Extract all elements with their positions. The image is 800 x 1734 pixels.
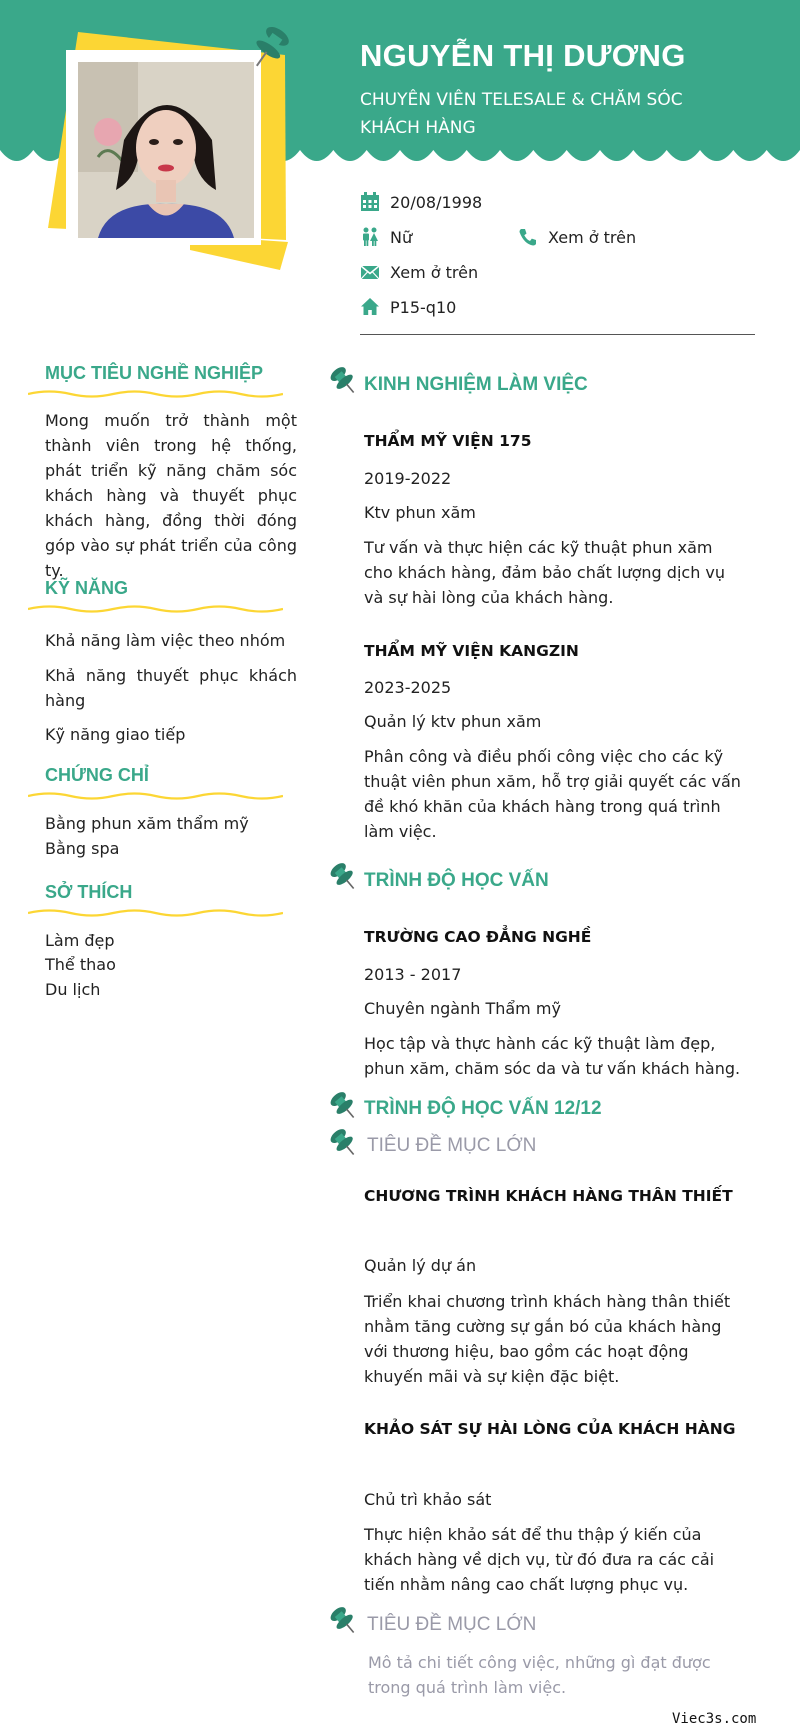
hobbies-title: SỞ THÍCH <box>45 882 133 902</box>
contact-gender <box>360 227 412 247</box>
email-icon <box>360 262 380 282</box>
education-1212-title: TRÌNH ĐỘ HỌC VẤN 12/12 <box>364 1098 602 1119</box>
job-role: Quản lý ktv phun xăm <box>364 712 542 731</box>
project-role: Chủ trì khảo sát <box>364 1490 492 1509</box>
job-title: CHUYÊN VIÊN TELESALE & CHĂM SÓC KHÁCH HÀNG <box>360 90 683 138</box>
pushpin-icon <box>328 365 360 397</box>
objective-text: Mong muốn trở thành một thành viên trong hệ thống, phát triển kỹ năng chăm sóc khách hàng và thuyết phục khách hàng, đồng thời đóng góp vào sự phát triển của công ty. <box>45 411 297 580</box>
birthday-value: 20/08/1998 <box>390 192 483 212</box>
watermark: Viec3s.com <box>672 1711 757 1727</box>
hobby-item: Thể thao <box>45 955 116 974</box>
job-period: 2023-2025 <box>364 678 452 697</box>
email-value: Xem ở trên <box>390 262 479 282</box>
gender-value: Nữ <box>390 227 413 247</box>
education-title: TRÌNH ĐỘ HỌC VẤN <box>364 870 549 891</box>
certificate-item: Bằng spa <box>45 839 120 858</box>
job-description: Phân công và điều phối công việc cho các kỹ thuật viên phun xăm, hỗ trợ giải quyết các vấn đề khó khăn của khách hàng trong quá trình làm việc. <box>364 747 741 841</box>
phone-value: Xem ở trên <box>548 227 637 247</box>
job-role: Ktv phun xăm <box>364 503 476 522</box>
skills-title: KỸ NĂNG <box>45 578 129 598</box>
objective-underline <box>28 388 283 400</box>
home-icon <box>360 297 380 317</box>
skills-underline <box>28 603 283 615</box>
objective-title: MỤC TIÊU NGHỀ NGHIỆP <box>45 363 264 383</box>
skill-item: Khả năng thuyết phục khách hàng <box>45 666 297 710</box>
experience-title: KINH NGHIỆM LÀM VIỆC <box>364 374 588 395</box>
hobbies-underline <box>28 907 283 919</box>
hobby-item: Du lịch <box>45 980 101 999</box>
major-section-title: TIÊU ĐỀ MỤC LỚN <box>367 1135 537 1156</box>
project-description: Triển khai chương trình khách hàng thân thiết nhằm tăng cường sự gắn bó của khách hàng với thương hiệu, bao gồm các hoạt động khuyến mãi và sự kiện đặc biệt. <box>364 1292 731 1386</box>
major-section-title: TIÊU ĐỀ MỤC LỚN <box>367 1614 537 1635</box>
contact-email <box>360 262 478 282</box>
hobby-item: Làm đẹp <box>45 931 115 950</box>
pushpin-icon <box>328 1090 360 1122</box>
contact-address <box>360 297 456 317</box>
pushpin-icon <box>245 22 295 72</box>
phone-icon <box>518 227 538 247</box>
project-role: Quản lý dự án <box>364 1256 477 1275</box>
education-major: Chuyên ngành Thẩm mỹ <box>364 999 561 1018</box>
project-description: Thực hiện khảo sát để thu thập ý kiến của khách hàng về dịch vụ, từ đó đưa ra các cải tiến nhằm nâng cao chất lượng phục vụ. <box>364 1525 715 1594</box>
certificates-underline <box>28 790 283 802</box>
pushpin-icon <box>328 1605 360 1637</box>
school-name: TRƯỜNG CAO ĐẲNG NGHỀ <box>364 928 592 946</box>
skill-item: Kỹ năng giao tiếp <box>45 725 186 744</box>
gender-icon <box>360 227 380 247</box>
pushpin-icon <box>328 1127 360 1159</box>
candidate-name: NGUYỄN THỊ DƯƠNG <box>360 38 686 73</box>
certificates-title: CHỨNG CHỈ <box>45 765 149 785</box>
profile-photo <box>78 62 254 238</box>
address-value: P15-q10 <box>390 297 457 317</box>
job-description: Tư vấn và thực hiện các kỹ thuật phun xăm cho khách hàng, đảm bảo chất lượng dịch vụ và sự hài lòng của khách hàng. <box>364 538 726 607</box>
contact-phone <box>518 227 636 247</box>
project-name: KHẢO SÁT SỰ HÀI LÒNG CỦA KHÁCH HÀNG <box>364 1420 736 1438</box>
education-period: 2013 - 2017 <box>364 965 462 984</box>
skill-item: Khả năng làm việc theo nhóm <box>45 631 286 650</box>
calendar-icon <box>360 192 380 212</box>
certificate-item: Bằng phun xăm thẩm mỹ <box>45 814 249 833</box>
job-period: 2019-2022 <box>364 469 452 488</box>
major-section-description: Mô tả chi tiết công việc, những gì đạt được trong quá trình làm việc. <box>368 1653 711 1697</box>
job-organization: THẨM MỸ VIỆN 175 <box>364 432 532 450</box>
job-organization: THẨM MỸ VIỆN KANGZIN <box>364 642 579 660</box>
pushpin-icon <box>328 861 360 893</box>
education-description: Học tập và thực hành các kỹ thuật làm đẹp, phun xăm, chăm sóc da và tư vấn khách hàng. <box>364 1034 741 1078</box>
contact-birthday <box>360 192 482 212</box>
contact-divider <box>360 334 755 335</box>
project-name: CHƯƠNG TRÌNH KHÁCH HÀNG THÂN THIẾT <box>364 1187 733 1205</box>
